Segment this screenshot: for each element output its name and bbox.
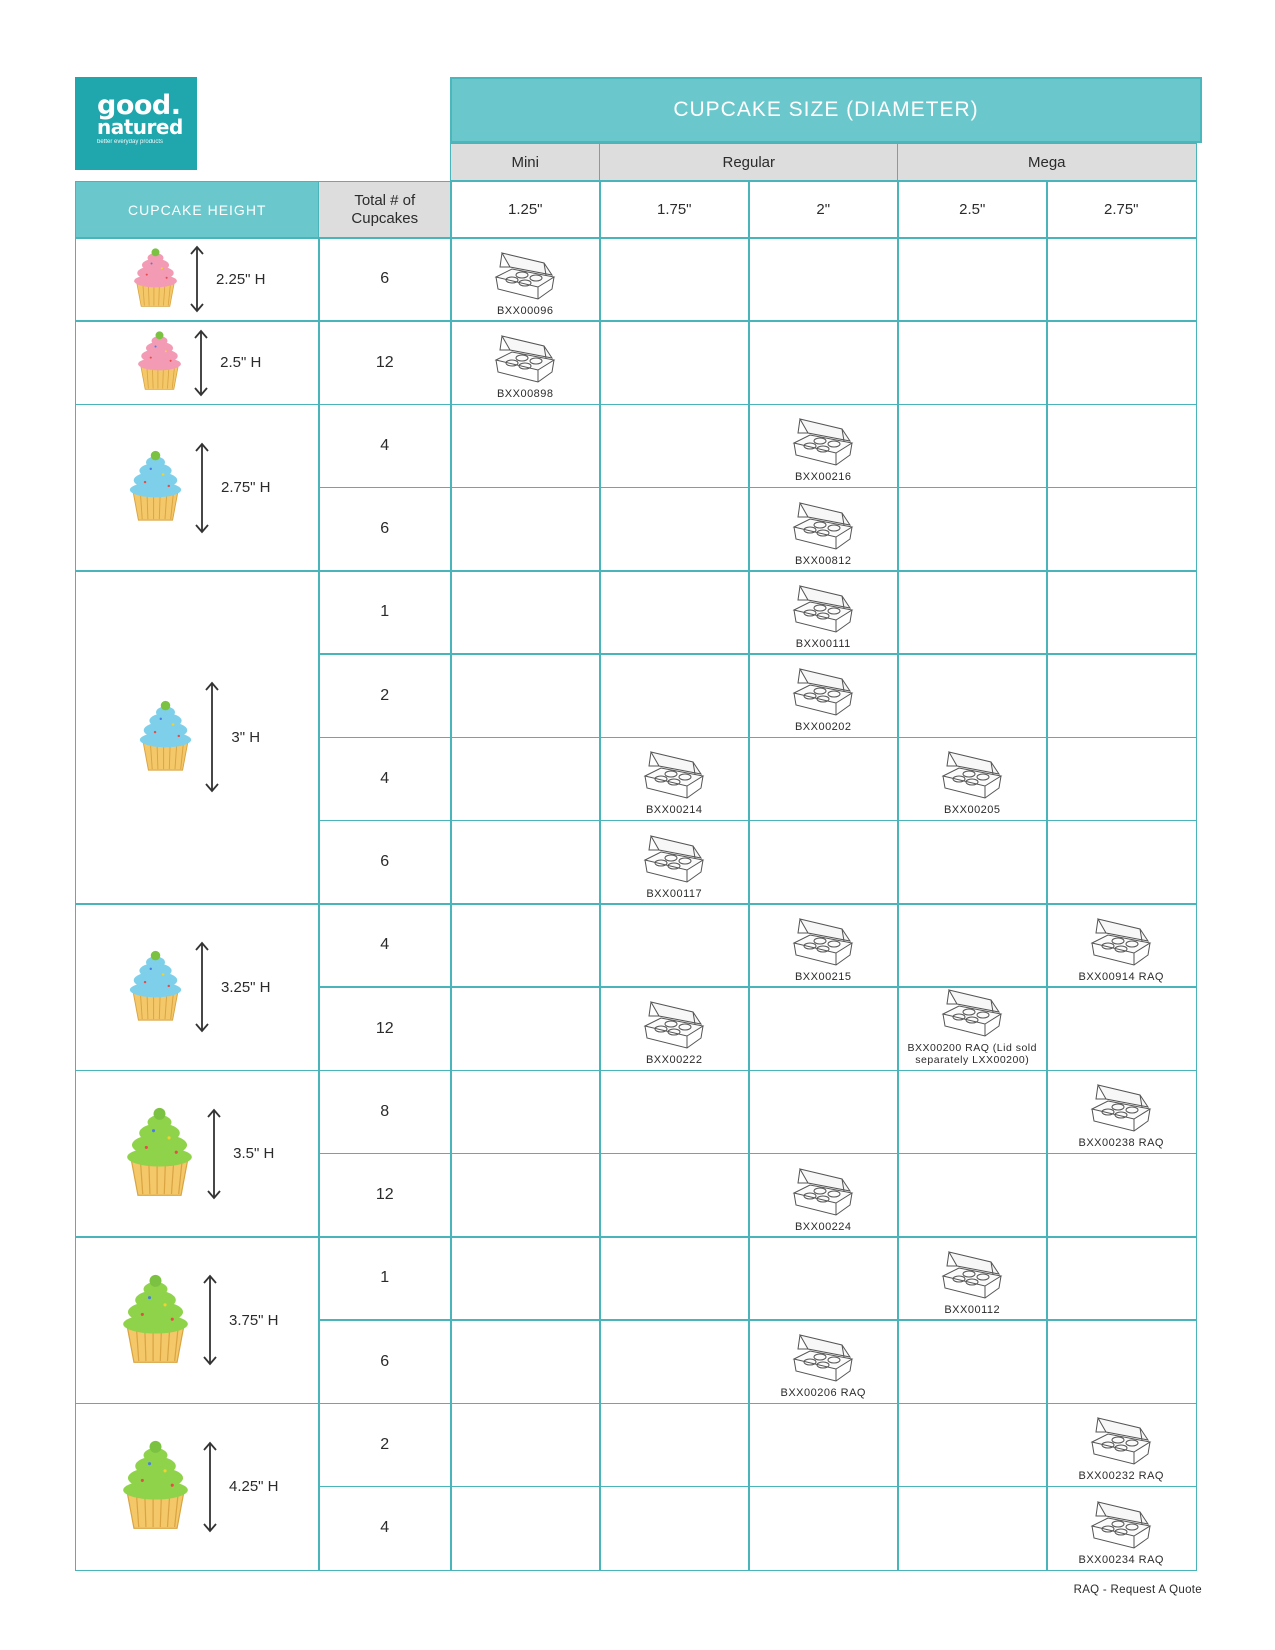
- cupcake-count-cell: 12: [318, 986, 452, 1071]
- size-cell: [897, 404, 1048, 489]
- size-cell: [450, 1070, 601, 1155]
- diameter-header-1: 1.25": [450, 181, 601, 239]
- height-cell-2: [75, 320, 320, 405]
- product-code: BXX00117: [646, 887, 703, 900]
- cupcake-green-icon: [120, 1104, 199, 1203]
- size-cell: [1046, 487, 1197, 572]
- size-cell: [599, 1486, 750, 1571]
- clamshell-container-icon: [1088, 1498, 1154, 1552]
- product-code: BXX00216: [794, 471, 852, 484]
- size-cell: [897, 1153, 1048, 1238]
- brand-logo: [75, 77, 197, 170]
- height-indicator: [116, 1271, 279, 1370]
- cupcake-size-header: CUPCAKE SIZE (DIAMETER): [450, 77, 1202, 143]
- size-cell: [897, 1486, 1048, 1571]
- clamshell-container-icon: [790, 1331, 856, 1385]
- cupcake-height-header: CUPCAKE HEIGHT: [75, 181, 320, 239]
- clamshell-container-icon: [1088, 915, 1154, 969]
- diameter-header-3: 2": [748, 181, 899, 239]
- product-cell: [748, 487, 899, 572]
- cupcake-count-cell: 6: [318, 1319, 452, 1404]
- size-cell: [897, 237, 1048, 322]
- height-indicator: [124, 442, 271, 534]
- product-cell: [748, 1153, 899, 1238]
- height-cell-6: [75, 1070, 320, 1238]
- height-cell-7: [75, 1236, 320, 1404]
- cupcake-count-cell: 4: [318, 903, 452, 988]
- size-cell: [450, 1403, 601, 1488]
- cupcake-count-cell: 2: [318, 653, 452, 738]
- size-cell: [599, 404, 750, 489]
- size-cell: [1046, 1319, 1197, 1404]
- size-cell: [599, 1070, 750, 1155]
- cupcake-count-cell: 4: [318, 1486, 452, 1571]
- height-label: 3.75" H: [228, 1311, 279, 1329]
- product-code: BXX00224: [794, 1220, 852, 1233]
- height-indicator: [129, 245, 266, 313]
- cupcake-blue-icon: [134, 698, 197, 777]
- product-code: BXX00202: [794, 721, 852, 733]
- cupcake-count-cell: 12: [318, 1153, 452, 1238]
- clamshell-container-icon: [1088, 1414, 1154, 1468]
- size-cell: [599, 1319, 750, 1404]
- diameter-header-2: 1.75": [599, 181, 750, 239]
- cupcake-blue-icon: [124, 448, 187, 527]
- size-cell: [1046, 737, 1197, 822]
- product-cell: [897, 986, 1048, 1071]
- cupcake-count-cell: 8: [318, 1070, 452, 1155]
- product-cell: [1046, 1403, 1197, 1488]
- height-cell-3: [75, 404, 320, 572]
- diameter-header-5: 2.75": [1046, 181, 1197, 239]
- cupcake-count-cell: 6: [318, 820, 452, 905]
- cupcake-count-cell: 4: [318, 737, 452, 822]
- size-cell: [450, 487, 601, 572]
- product-cell: [748, 404, 899, 489]
- height-cell-8: [75, 1403, 320, 1571]
- clamshell-container-icon: [790, 665, 856, 719]
- raq-footnote: RAQ - Request A Quote: [1073, 1584, 1202, 1596]
- clamshell-container-icon: [1088, 1081, 1154, 1135]
- clamshell-container-icon: [790, 1165, 856, 1219]
- height-arrow-icon: [190, 245, 204, 313]
- size-cell: [599, 320, 750, 405]
- product-cell: [450, 237, 601, 322]
- height-arrow-icon: [203, 1274, 217, 1366]
- product-code: BXX00112: [944, 1303, 1001, 1316]
- height-indicator: [134, 681, 260, 793]
- size-cell: [450, 653, 601, 738]
- height-indicator: [133, 329, 261, 397]
- clamshell-container-icon: [790, 499, 856, 553]
- product-code: BXX00111: [795, 637, 851, 650]
- size-cell: [450, 570, 601, 655]
- size-group-mega: Mega: [897, 143, 1197, 181]
- product-code: BXX00812: [794, 554, 852, 567]
- size-cell: [599, 1153, 750, 1238]
- height-label: 2.25" H: [215, 270, 266, 288]
- size-cell: [897, 820, 1048, 905]
- height-label: 4.25" H: [228, 1478, 279, 1495]
- cupcake-count-cell: 1: [318, 570, 452, 655]
- size-cell: [599, 903, 750, 988]
- logo-tagline: better everyday products: [97, 139, 164, 145]
- size-cell: [748, 986, 899, 1071]
- size-cell: [1046, 986, 1197, 1071]
- product-cell: [748, 1319, 899, 1404]
- height-indicator: [116, 1437, 279, 1536]
- size-cell: [450, 986, 601, 1071]
- size-cell: [599, 653, 750, 738]
- height-indicator: [120, 1104, 274, 1203]
- product-code: BXX00214: [645, 804, 703, 817]
- size-cell: [599, 487, 750, 572]
- cupcake-count-cell: 1: [318, 1236, 452, 1321]
- height-label: 3" H: [231, 728, 261, 746]
- product-code: BXX00898: [496, 388, 554, 400]
- height-label: 2.75" H: [220, 479, 271, 496]
- clamshell-container-icon: [790, 915, 856, 969]
- size-cell: [450, 1486, 601, 1571]
- size-cell: [599, 237, 750, 322]
- size-cell: [1046, 237, 1197, 322]
- height-arrow-icon: [195, 442, 209, 534]
- product-code: BXX00205: [943, 804, 1001, 817]
- size-cell: [1046, 1236, 1197, 1321]
- cupcake-green-icon: [116, 1437, 195, 1536]
- height-label: 3.25" H: [220, 978, 271, 996]
- product-cell: [897, 1236, 1048, 1321]
- product-cell: [748, 653, 899, 738]
- diameter-header-4: 2.5": [897, 181, 1048, 239]
- logo-line-1: good.: [97, 90, 181, 121]
- cupcake-count-cell: 2: [318, 1403, 452, 1488]
- product-cell: [748, 903, 899, 988]
- height-arrow-icon: [203, 1441, 217, 1533]
- total-cupcakes-header: [318, 181, 452, 239]
- height-arrow-icon: [194, 329, 208, 397]
- cupcake-pink-icon: [129, 246, 182, 313]
- size-cell: [450, 1236, 601, 1321]
- product-cell: [748, 570, 899, 655]
- size-cell: [897, 320, 1048, 405]
- height-cell-1: [75, 237, 320, 322]
- size-cell: [599, 1403, 750, 1488]
- size-cell: [748, 1403, 899, 1488]
- cupcake-green-icon: [116, 1271, 195, 1370]
- size-group-mini: Mini: [450, 143, 601, 181]
- cupcake-count-cell: 6: [318, 237, 452, 322]
- product-cell: [450, 320, 601, 405]
- product-cell: [1046, 903, 1197, 988]
- size-cell: [748, 1236, 899, 1321]
- clamshell-container-icon: [492, 332, 558, 386]
- product-code: BXX00222: [645, 1054, 703, 1066]
- size-cell: [897, 653, 1048, 738]
- size-cell: [1046, 653, 1197, 738]
- size-cell: [450, 1153, 601, 1238]
- product-cell: [599, 986, 750, 1071]
- count-header-line-2: Cupcakes: [351, 209, 419, 227]
- clamshell-container-icon: [790, 582, 856, 636]
- product-cell: [1046, 1486, 1197, 1571]
- size-cell: [897, 1319, 1048, 1404]
- height-arrow-icon: [205, 681, 219, 793]
- size-cell: [1046, 404, 1197, 489]
- clamshell-container-icon: [492, 249, 558, 303]
- count-header-line-1: Total # of: [354, 191, 416, 209]
- height-arrow-icon: [207, 1108, 221, 1200]
- height-indicator: [124, 941, 271, 1033]
- cupcake-count-cell: 4: [318, 404, 452, 489]
- size-group-regular: Regular: [599, 143, 899, 181]
- size-cell: [1046, 820, 1197, 905]
- product-code: BXX00238 RAQ: [1078, 1137, 1164, 1150]
- size-cell: [1046, 320, 1197, 405]
- size-cell: [748, 237, 899, 322]
- size-cell: [748, 737, 899, 822]
- height-label: 3.5" H: [233, 1145, 275, 1162]
- clamshell-container-icon: [641, 998, 707, 1052]
- height-arrow-icon: [195, 941, 209, 1033]
- size-cell: [897, 1403, 1048, 1488]
- size-cell: [748, 1486, 899, 1571]
- size-cell: [599, 1236, 750, 1321]
- logo-line-2: natured: [97, 115, 183, 139]
- clamshell-container-icon: [939, 1248, 1005, 1302]
- product-cell: [599, 737, 750, 822]
- product-code: BXX00215: [794, 970, 852, 983]
- cupcake-count-cell: 6: [318, 487, 452, 572]
- size-cell: [1046, 1153, 1197, 1238]
- height-cell-5: [75, 903, 320, 1071]
- size-cell: [897, 1070, 1048, 1155]
- size-cell: [450, 903, 601, 988]
- product-code: BXX00232 RAQ: [1078, 1470, 1164, 1483]
- clamshell-container-icon: [790, 415, 856, 469]
- size-cell: [748, 320, 899, 405]
- size-cell: [897, 903, 1048, 988]
- clamshell-container-icon: [641, 748, 707, 802]
- height-cell-4: [75, 570, 320, 905]
- height-label: 2.5" H: [220, 354, 262, 372]
- size-cell: [450, 820, 601, 905]
- clamshell-container-icon: [641, 832, 707, 886]
- size-cell: [897, 570, 1048, 655]
- cupcake-blue-icon: [124, 948, 187, 1027]
- product-code: BXX00234 RAQ: [1078, 1553, 1164, 1566]
- product-code: BXX00200 RAQ (Lid sold separately LXX00200): [907, 1042, 1037, 1066]
- product-code: BXX00096: [496, 304, 554, 317]
- size-cell: [748, 820, 899, 905]
- product-cell: [897, 737, 1048, 822]
- product-cell: [1046, 1070, 1197, 1155]
- size-cell: [748, 1070, 899, 1155]
- product-code: BXX00914 RAQ: [1078, 970, 1164, 983]
- product-cell: [599, 820, 750, 905]
- clamshell-container-icon: [939, 748, 1005, 802]
- size-cell: [450, 404, 601, 489]
- product-code: BXX00206 RAQ: [780, 1387, 866, 1399]
- size-cell: [1046, 570, 1197, 655]
- clamshell-container-icon: [939, 986, 1005, 1040]
- cupcake-pink-icon: [133, 329, 186, 396]
- size-cell: [450, 737, 601, 822]
- size-cell: [897, 487, 1048, 572]
- cupcake-count-cell: 12: [318, 320, 452, 405]
- size-cell: [599, 570, 750, 655]
- size-cell: [450, 1319, 601, 1404]
